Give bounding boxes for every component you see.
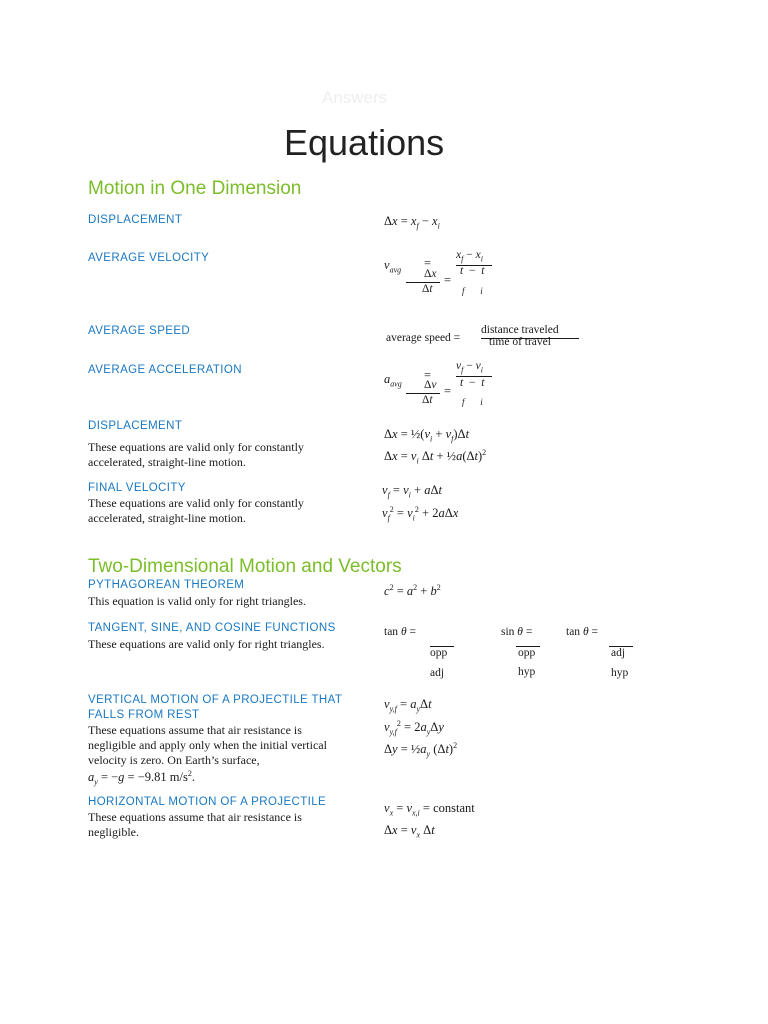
term-trig-functions: TANGENT, SINE, AND COSINE FUNCTIONS — [88, 622, 336, 634]
description-displacement-constant-acceleration: These equations are valid only for constantly accelerated, straight-line motion. — [88, 440, 304, 469]
faded-header-text: Answers — [322, 88, 388, 107]
description-trig-functions: These equations are valid only for right triangles. — [88, 637, 325, 651]
term-vertical-motion-line2: FALLS FROM REST — [88, 709, 200, 721]
description-vertical-motion: These equations assume that air resistance is negligible and apply only when the initial vertical velocity is zero. On Earth’s surface, — [88, 723, 327, 767]
equation-vertical-displacement: $\Delta y = \frac{1}{2}a_y$ $(\Delta t)^2$ — [384, 741, 458, 759]
equation-vertical-velocity-squared: $v_{y,f}^2 = 2a_y\Delta y$ — [384, 719, 444, 737]
gravity-value: $a_y = -g = -9.81$ $m/s^2$. — [88, 769, 195, 787]
term-displacement-constant-acceleration: DISPLACEMENT — [88, 420, 183, 432]
term-average-speed: AVERAGE SPEED — [88, 325, 191, 337]
equation-displacement: $\Delta x = x_f - x_i$ — [384, 214, 440, 231]
equation-final-velocity-squared: $v_f^2 = v_i^2 + 2a\Delta x$ — [382, 505, 459, 523]
equation-horizontal-velocity: $v_x = v_{x,i}$ = constant — [384, 801, 475, 818]
term-pythagorean-theorem: PYTHAGOREAN THEOREM — [88, 579, 245, 591]
equation-horizontal-displacement: $\Delta x = v_x$ Δt — [384, 823, 435, 840]
equation-vertical-velocity: $v_{y,f} = a_y\Delta t$ — [384, 697, 432, 714]
description-final-velocity: These equations are valid only for constantly accelerated, straight-line motion. — [88, 496, 304, 525]
equation-displacement-kinematic: $\Delta x = v_i$ $\Delta t + \frac{1}{2}a(\Delta t)^2$ — [384, 448, 487, 466]
term-vertical-motion-line1: VERTICAL MOTION OF A PROJECTILE THAT — [88, 694, 343, 706]
term-average-acceleration: AVERAGE ACCELERATION — [88, 364, 242, 376]
equation-pythagorean-theorem: $c^2 = a^2 + b^2$ — [384, 583, 441, 599]
equation-displacement-average-velocity: $\Delta x = \frac{1}{2}(v_i + v_f)\Delta t$ — [384, 427, 470, 444]
description-horizontal-motion: These equations assume that air resistance is negligible. — [88, 810, 302, 839]
page-title: Equations — [284, 122, 445, 163]
term-final-velocity: FINAL VELOCITY — [88, 482, 186, 494]
description-pythagorean-theorem: This equation is valid only for right triangles. — [88, 594, 306, 608]
equation-final-velocity: $v_f = v_i + a\Delta t$ — [382, 483, 442, 500]
term-average-velocity: AVERAGE VELOCITY — [88, 252, 210, 264]
term-displacement: DISPLACEMENT — [88, 214, 183, 226]
section-title-two-dimensional-motion: Two-Dimensional Motion and Vectors — [88, 556, 402, 577]
section-title-motion-one-dimension: Motion in One Dimension — [88, 178, 302, 199]
term-horizontal-motion: HORIZONTAL MOTION OF A PROJECTILE — [88, 796, 327, 808]
